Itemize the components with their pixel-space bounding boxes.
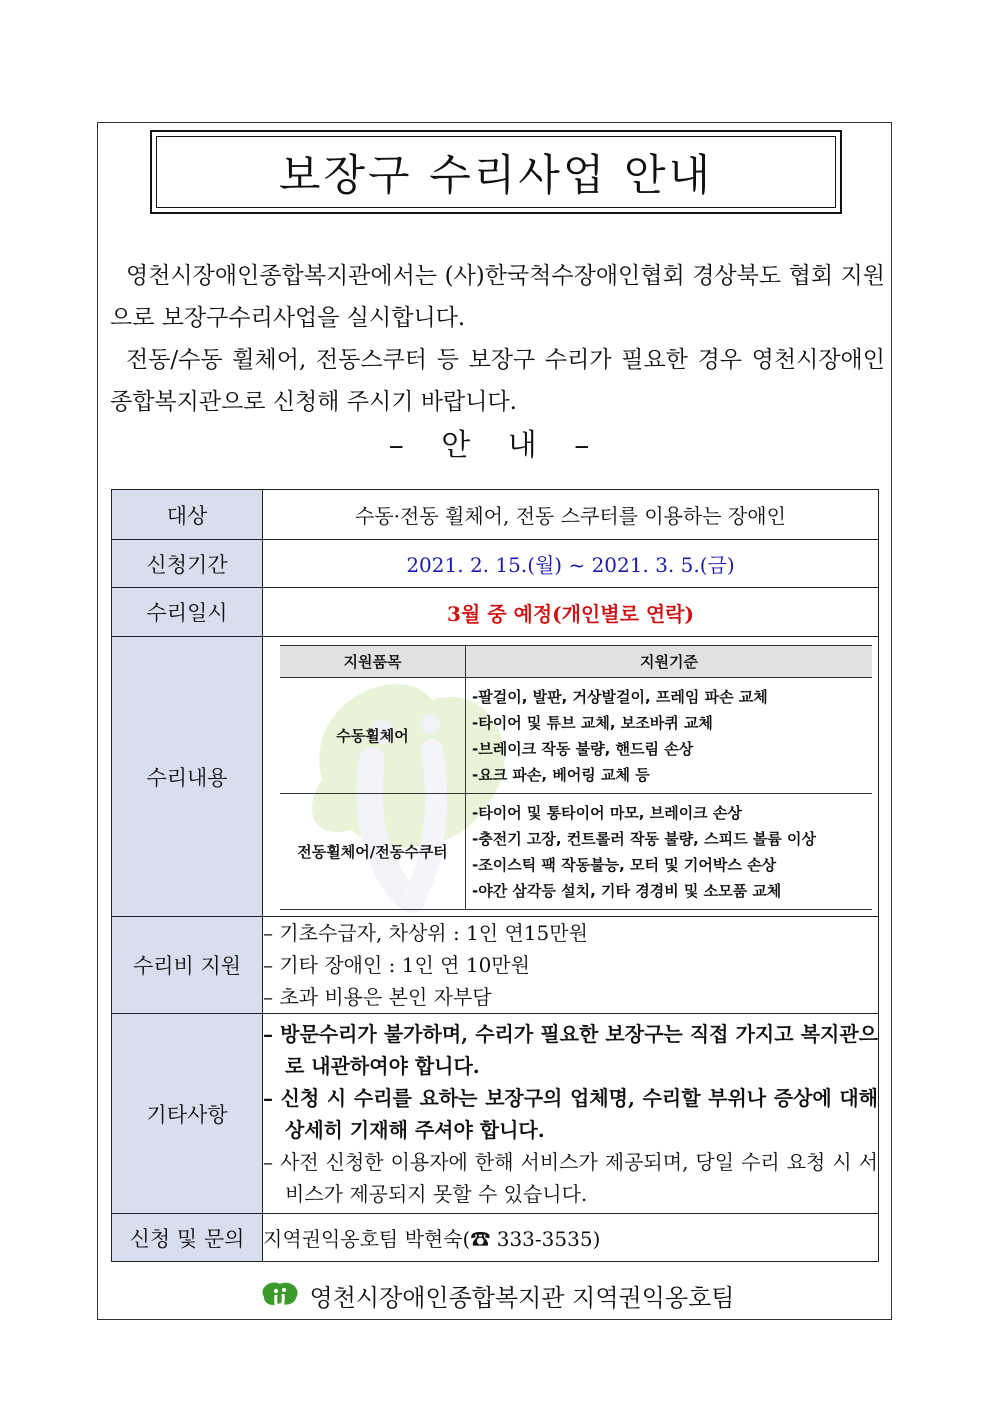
page-title: 보장구 수리사업 안내 — [156, 136, 836, 208]
footer — [0, 1278, 992, 1313]
etc-line: – 신청 시 수리를 요하는 보장구의 업체명, 수리할 부위나 증상에 대해 상세히 기재해 주셔야 합니다. — [263, 1085, 878, 1142]
row-period — [112, 540, 879, 588]
value-repair-date: 3월 중 예정(개인별로 연락) — [263, 588, 879, 637]
item-criteria — [466, 794, 873, 910]
table-row — [280, 794, 872, 910]
value-contact — [263, 1214, 879, 1262]
section-heading: – 안 내 – — [388, 428, 604, 463]
label-repair-date: 수리일시 — [112, 588, 263, 637]
support-items-table — [280, 645, 872, 910]
value-etc — [263, 1014, 879, 1214]
row-support — [112, 917, 879, 1014]
info-table — [111, 489, 879, 1262]
support-line: – 기초수급자, 차상위 : 1인 연15만원 — [263, 921, 588, 945]
label-target: 대상 — [112, 490, 263, 540]
phone-icon: ☎ — [470, 1227, 491, 1251]
criteria-line: -요크 파손, 베어링 교체 등 — [472, 765, 650, 784]
header-item: 지원품목 — [280, 646, 466, 678]
label-contact: 신청 및 문의 — [112, 1214, 263, 1262]
value-period: 2021. 2. 15.(월) ~ 2021. 3. 5.(금) — [263, 540, 879, 588]
value-content — [263, 637, 879, 917]
criteria-line: -타이어 및 튜브 교체, 보조바퀴 교체 — [472, 713, 713, 732]
intro-paragraph-1: 영천시장애인종합복지관에서는 (사)한국척수장애인협회 경상북도 협회 지원으로 보장구수리사업을 실시합니다. — [110, 263, 885, 331]
criteria-line: -충전기 고장, 컨트롤러 작동 불량, 스피드 볼륨 이상 — [472, 829, 816, 848]
criteria-line: -팔걸이, 발판, 거상발걸이, 프레임 파손 교체 — [472, 687, 768, 706]
row-contact — [112, 1214, 879, 1262]
item-criteria — [466, 678, 873, 794]
criteria-line: -야간 삼각등 설치, 기타 경경비 및 소모품 교체 — [472, 881, 782, 900]
tree-logo-icon — [258, 1279, 302, 1313]
row-repair-date — [112, 588, 879, 637]
support-line: – 기타 장애인 : 1인 연 10만원 — [263, 953, 530, 977]
label-content: 수리내용 — [112, 637, 263, 917]
value-support — [263, 917, 879, 1014]
label-support: 수리비 지원 — [112, 917, 263, 1014]
title-box — [150, 130, 842, 214]
criteria-line: -타이어 및 통타이어 마모, 브레이크 손상 — [472, 803, 742, 822]
criteria-line: -브레이크 작동 불량, 핸드림 손상 — [472, 739, 694, 758]
label-etc: 기타사항 — [112, 1014, 263, 1214]
header-criteria: 지원기준 — [466, 646, 873, 678]
footer-text: 영천시장애인종합복지관 지역권익옹호팀 — [309, 1284, 735, 1312]
criteria-line: -조이스틱 팩 작동불능, 모터 및 기어박스 손상 — [472, 855, 777, 874]
row-etc — [112, 1014, 879, 1214]
support-line: – 초과 비용은 본인 자부담 — [263, 985, 492, 1009]
contact-prefix: 지역권익옹호팀 박현숙( — [263, 1227, 471, 1251]
intro-text — [110, 255, 885, 423]
value-target: 수동·전동 휠체어, 전동 스쿠터를 이용하는 장애인 — [263, 490, 879, 540]
label-period: 신청기간 — [112, 540, 263, 588]
row-target — [112, 490, 879, 540]
item-name: 전동휠체어/전동수쿠터 — [280, 794, 466, 910]
row-content — [112, 637, 879, 917]
item-name: 수동휠체어 — [280, 678, 466, 794]
table-row — [280, 678, 872, 794]
etc-line: – 방문수리가 불가하며, 수리가 필요한 보장구는 직접 가지고 복지관으로 내관하여야 합니다. — [263, 1021, 878, 1078]
etc-line: – 사전 신청한 이용자에 한해 서비스가 제공되며, 당일 수리 요청 시 서비스가 제공되지 못할 수 있습니다. — [263, 1149, 878, 1206]
contact-phone: 333-3535) — [490, 1227, 601, 1251]
intro-paragraph-2: 전동/수동 휠체어, 전동스쿠터 등 보장구 수리가 필요한 경우 영천시장애인종합복지관으로 신청해 주시기 바랍니다. — [110, 347, 885, 415]
